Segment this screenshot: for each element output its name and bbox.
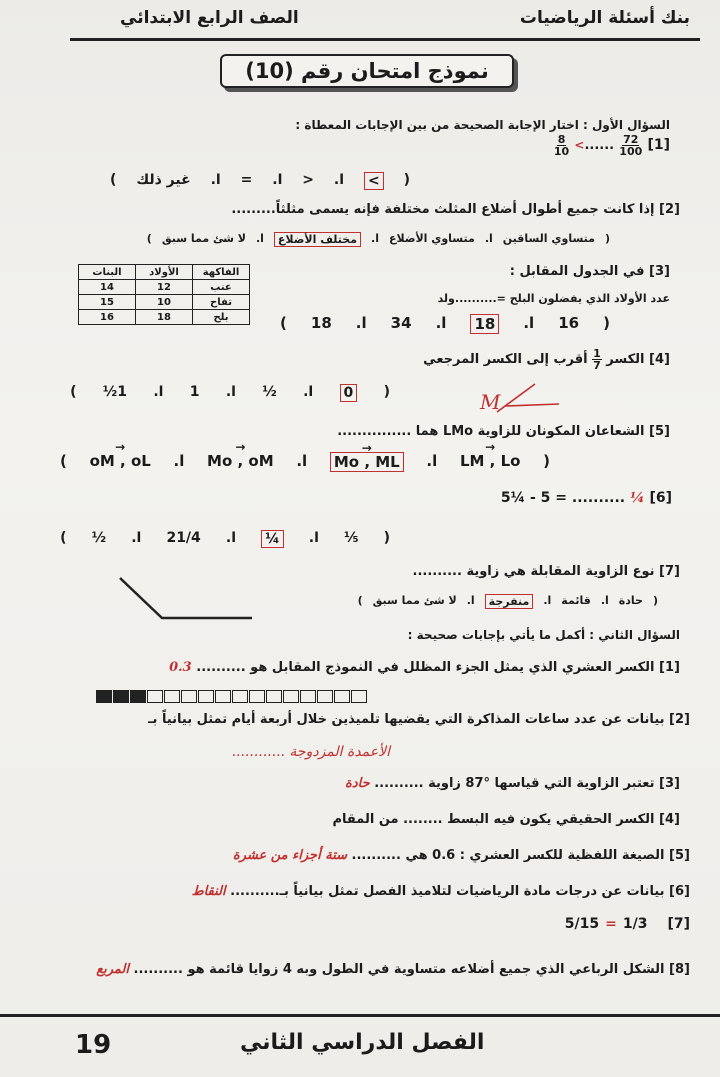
q3-choice-sep: ا.: [355, 314, 367, 332]
model-cell: [249, 690, 265, 703]
q1-choice-other[interactable]: غير ذلك: [136, 172, 191, 188]
q5-choice-close: ): [60, 452, 67, 470]
completion-item-3: [345, 776, 680, 791]
item-number: [5]: [669, 848, 690, 863]
model-cell-shaded: [113, 690, 129, 703]
item-7-frac-b: 5/15: [564, 916, 600, 932]
item-7-frac-a: 1/3: [622, 916, 648, 932]
completion-item-6: [192, 884, 690, 899]
q1-number: [1]: [647, 137, 670, 153]
q3-choice-open: (: [603, 314, 610, 332]
q4-number: [4]: [649, 352, 670, 367]
item-answer: =: [605, 916, 617, 932]
fruit-table: [78, 264, 250, 325]
q4-choice-sep: ا.: [225, 384, 236, 400]
q4-choice-open: (: [383, 384, 390, 400]
item-2-answer: الأعمدة المزدوجة ............: [231, 744, 390, 760]
table-header: البنات: [79, 265, 136, 280]
table-row: [79, 295, 250, 310]
q5-text: الشعاعان المكونان للزاوية LMo هما ...............: [337, 424, 645, 439]
q2-text: إذا كانت جميع أطوال أضلاع المثلث مختلفة فإنه يسمى مثلثاً.........: [231, 202, 655, 217]
model-cell: [181, 690, 197, 703]
q2-choice-isosceles[interactable]: متساوي الساقين: [502, 232, 595, 245]
q5-number: [5]: [649, 424, 670, 439]
q1-choices: [110, 172, 410, 190]
item-number: [3]: [659, 776, 680, 791]
q5-choice-lm-lo[interactable]: → LM , Lo: [460, 452, 521, 472]
q7-text: نوع الزاوية المقابلة هي زاوية ..........: [412, 564, 655, 579]
exam-title: نموذج امتحان رقم (10): [245, 59, 489, 83]
q1-frac-a-num: 72: [623, 133, 639, 146]
table-header: الفاكهة: [193, 265, 250, 280]
q2-choice-equilateral[interactable]: متساوي الأضلاع: [388, 232, 475, 245]
model-cell-shaded: [96, 690, 112, 703]
q2-choices: [147, 232, 610, 247]
completion-item-4: [332, 812, 680, 827]
q7-choice-close: ): [357, 594, 363, 607]
item-number: [2]: [669, 712, 690, 727]
q2-number: [2]: [659, 202, 680, 217]
q1-choice-open: (: [403, 172, 410, 188]
table-cell: 16: [79, 310, 136, 325]
q6-choice-open: (: [383, 530, 390, 546]
q7-choice-sep: ا.: [600, 594, 609, 607]
q1-frac-a-den: 100: [619, 145, 643, 158]
q4-frac-num: 1: [593, 347, 601, 360]
item-number: [6]: [669, 884, 690, 899]
header-rule: [70, 38, 700, 41]
completion-item-5: [233, 848, 690, 863]
item-answer: النقاط: [191, 884, 226, 899]
item-answer: 0.3: [169, 660, 192, 675]
q5-choice-sep: ا.: [296, 452, 308, 470]
q1-heading: السؤال الأول : اختار الإجابة الصحيحة من بين الإجابات المعطاة :: [295, 118, 670, 132]
item-text: الكسر العشري الذي يمثل الجزء المظلل في النموذج المقابل هو ..........: [196, 660, 655, 675]
model-cell: [266, 690, 282, 703]
q4-choices: [70, 384, 390, 402]
q3-line: [510, 264, 670, 279]
q4-choice-1[interactable]: 1: [189, 384, 200, 400]
q6-choice-21-4[interactable]: 21/4: [166, 530, 201, 546]
model-cell: [215, 690, 231, 703]
q2-choice-none[interactable]: لا شئ مما سبق: [161, 232, 246, 245]
model-cell: [198, 690, 214, 703]
table-cell: 10: [136, 295, 193, 310]
q6-choices: [60, 530, 390, 548]
q7-choice-obtuse[interactable]: منفرجة: [485, 594, 534, 609]
model-cell: [164, 690, 180, 703]
q3-choice-sep: ا.: [435, 314, 447, 332]
item-text: الصيغة اللفظية للكسر العشري : 0.6 هي ..........: [351, 848, 665, 863]
q7-choice-open: (: [652, 594, 658, 607]
q2-choice-sep: ا.: [371, 232, 379, 245]
q4-scribble: M: [480, 390, 501, 414]
q4-text-b: أقرب إلى الكسر المرجعي: [423, 352, 588, 367]
completion-item-7: [565, 916, 690, 932]
q1-choice-sep: ا.: [272, 172, 283, 188]
item-number: [4]: [659, 812, 680, 827]
decimal-model: [95, 690, 367, 703]
q1-choice-gt[interactable]: >: [364, 172, 384, 190]
q1-frac-b-den: 10: [553, 145, 570, 158]
q3-choice-34[interactable]: 34: [390, 314, 412, 332]
q5-choices: [60, 452, 550, 472]
model-cell: [300, 690, 316, 703]
q1-answer-mark: <: [574, 138, 585, 152]
q2-section-heading: السؤال الثاني : أكمل ما يأتي بإجابات صحيحة :: [407, 628, 680, 642]
q1-choice-sep: ا.: [333, 172, 345, 188]
q6-choice-close: ): [60, 530, 67, 546]
model-cell-shaded: [130, 690, 146, 703]
q2-choice-sep: ا.: [484, 232, 493, 245]
q4-choice-sep: ا.: [153, 384, 164, 400]
q4-choice-sep: ا.: [303, 384, 314, 400]
exam-title-box: [220, 54, 514, 88]
q6-choice-sep: ا.: [225, 530, 237, 546]
page-number: 19: [75, 1030, 112, 1060]
item-text: تعتبر الزاوية التي قياسها °87 زاوية ..........: [374, 776, 655, 791]
q7-angle-figure: [118, 576, 254, 622]
q3-choice-close: ): [280, 314, 287, 332]
q3-text: في الجدول المقابل :: [509, 264, 645, 279]
completion-item-2: [20, 712, 690, 727]
q6-choice-fifth[interactable]: ⅕: [343, 530, 359, 546]
table-row: [79, 280, 250, 295]
item-number: [7]: [667, 916, 690, 932]
item-answer: المربع: [96, 962, 129, 977]
item-text: بيانات عن عدد ساعات المذاكرة التي يقضيها تلميذين خلال أربعة أيام تمثل بيانياً بـ: [148, 712, 665, 727]
q6-choice-quarter[interactable]: ¼: [261, 530, 284, 548]
model-cell: [334, 690, 350, 703]
q1-choice-sep: ا.: [210, 172, 221, 188]
q6-line: [501, 490, 672, 506]
model-cell: [232, 690, 248, 703]
table-cell: تفاح: [193, 295, 250, 310]
footer-term: الفصل الدراسي الثاني: [240, 1030, 485, 1055]
q1-dots: ......: [584, 138, 615, 153]
q2-choice-scalene[interactable]: مختلف الأضلاع: [274, 232, 361, 247]
q4-choice-one-half[interactable]: 1½: [102, 384, 128, 400]
model-cell: [317, 690, 333, 703]
q1-choice-eq[interactable]: =: [240, 172, 253, 188]
q7-choice-sep: ا.: [543, 594, 552, 607]
q5-choice-sep: ا.: [426, 452, 438, 470]
completion-item-8: [96, 962, 690, 977]
q5-choice-om-ol[interactable]: → oM , oL: [90, 452, 151, 472]
q3-subtext: عدد الأولاد الذي يفضلون البلح =..........ولد: [437, 292, 670, 305]
q3-choices: [280, 314, 610, 334]
q6-choice-half[interactable]: ½: [91, 530, 107, 546]
header-left-title: الصف الرابع الابتدائي: [120, 8, 299, 28]
table-cell: 14: [79, 280, 136, 295]
item-answer: ستة أجزاء من عشرة: [232, 848, 348, 863]
q4-text-a: الكسر: [606, 352, 645, 367]
q2-choice-open: (: [604, 232, 610, 245]
table-cell: 12: [136, 280, 193, 295]
q6-choice-sep: ا.: [131, 530, 142, 546]
q6-number: [6]: [649, 490, 672, 506]
q3-choice-18[interactable]: 18: [310, 314, 332, 332]
q1-choice-lt[interactable]: <: [302, 172, 315, 188]
q4-choice-close: ): [70, 384, 77, 400]
q2-choice-sep: ا.: [255, 232, 264, 245]
completion-item-1: [169, 660, 680, 675]
q2-line: [231, 202, 680, 217]
q7-choices: [358, 594, 658, 609]
q5-choice-sep: ا.: [173, 452, 185, 470]
q5-choice-open: (: [543, 452, 550, 470]
q1-frac-b-num: 8: [557, 133, 566, 146]
header-right-title: بنك أسئلة الرياضيات: [519, 8, 690, 28]
q7-choice-acute[interactable]: حادة: [618, 594, 643, 607]
q1-item: [553, 134, 670, 157]
q4-line: [423, 348, 670, 371]
item-text: بيانات عن درجات مادة الرياضيات لتلاميذ الفصل تمثل بيانياً بـ..........: [230, 884, 665, 899]
q3-choice-16[interactable]: 16: [558, 314, 580, 332]
q7-choice-sep: ا.: [466, 594, 475, 607]
q5-choice-mo-ml[interactable]: → Mo , ML: [330, 452, 404, 472]
q5-line: [337, 424, 670, 439]
q3-choice-sep: ا.: [523, 314, 535, 332]
q2-choice-close: ): [146, 232, 152, 245]
table-row: [79, 310, 250, 325]
table-cell: بلح: [193, 310, 250, 325]
q4-frac-den: 7: [593, 359, 601, 372]
q1-choice-close: ): [110, 172, 117, 188]
q7-choice-none[interactable]: لا شئ مما سبق: [372, 594, 457, 607]
item-text: الكسر الحقيقي يكون فيه البسط ........ من المقام: [332, 812, 655, 827]
q3-number: [3]: [649, 264, 670, 279]
item-number: [1]: [659, 660, 680, 675]
q7-line: [413, 564, 680, 579]
q5-choice-mo-om[interactable]: → Mo , oM: [207, 452, 274, 472]
q6-handwritten: ¼: [629, 490, 645, 506]
q4-choice-half[interactable]: ½: [262, 384, 277, 400]
model-cell: [147, 690, 163, 703]
q4-scribble-angle: [495, 376, 565, 416]
item-number: [8]: [669, 962, 690, 977]
q4-choice-0[interactable]: 0: [340, 384, 358, 402]
q7-number: [7]: [659, 564, 680, 579]
item-answer: حادة: [345, 776, 370, 791]
q7-choice-right[interactable]: قائمة: [561, 594, 591, 607]
table-cell: 15: [79, 295, 136, 310]
model-cell: [283, 690, 299, 703]
model-cell: [351, 690, 367, 703]
table-header: الأولاد: [136, 265, 193, 280]
footer-rule: [0, 1014, 720, 1017]
q6-choice-sep: ا.: [308, 530, 319, 546]
q6-expr: 5¼ - 5 = ..........: [500, 490, 626, 506]
q3-choice-18-boxed[interactable]: 18: [470, 314, 499, 334]
table-cell: عنب: [193, 280, 250, 295]
table-cell: 18: [136, 310, 193, 325]
item-text: الشكل الرباعي الذي جميع أضلاعه متساوية في الطول وبه 4 زوايا قائمة هو ..........: [133, 962, 665, 977]
table-header-row: [79, 265, 250, 280]
